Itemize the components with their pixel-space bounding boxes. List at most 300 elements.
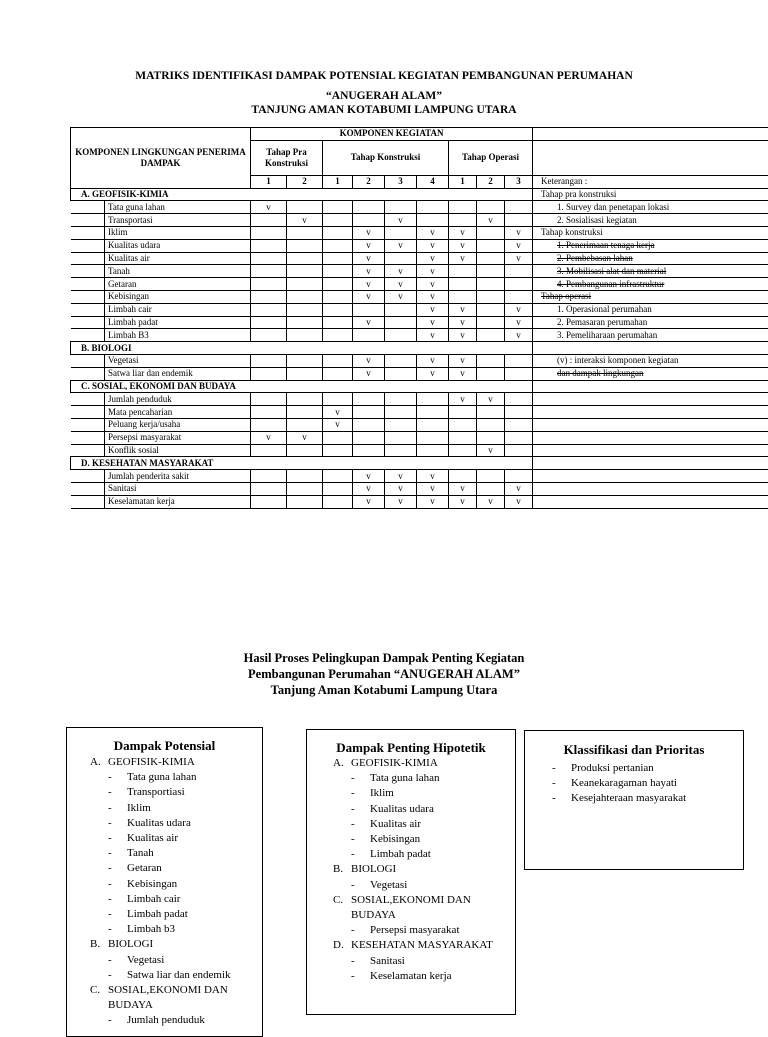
legend-line: Tahap pra konstruksi [533,188,768,201]
empty-cell [323,303,353,316]
empty-cell [353,329,385,342]
interaction-mark: v [449,329,477,342]
interaction-mark: v [417,265,449,278]
list-item-label: Keselamatan kerja [370,969,452,984]
section-title: GEOFISIK-KIMIA [351,756,438,771]
empty-cell [287,393,323,406]
empty-cell [449,278,477,291]
indent-cell [71,495,105,508]
indent-cell [71,201,105,214]
interaction-mark: v [477,495,505,508]
section-title: A. GEOFISIK-KIMIA [71,188,533,201]
bullet-dash: - [108,968,127,983]
list-item [333,771,515,786]
list-item-label: Kesejahteraan masyarakat [571,791,686,806]
interaction-mark: v [505,482,533,495]
box-content [307,756,515,984]
empty-cell [353,303,385,316]
bullet-dash: - [351,847,370,862]
column-number: 2 [477,175,505,188]
section-title: SOSIAL,EKONOMI DAN BUDAYA [108,983,262,1013]
list-item [90,1013,262,1028]
interaction-mark: v [323,418,353,431]
table-row [71,482,768,495]
component-label: Vegetasi [105,354,251,367]
legend-blank [533,128,768,141]
bullet-dash: - [108,861,127,876]
empty-cell [287,278,323,291]
bullet-dash: - [108,831,127,846]
empty-cell [505,431,533,444]
legend-line: 1. Survey dan penetapan lokasi [533,201,768,214]
component-label: Persepsi masyarakat [105,431,251,444]
list-item-label: Kualitas air [127,831,178,846]
section-row [71,380,768,393]
interaction-mark: v [353,470,385,483]
empty-cell [323,444,353,457]
empty-cell [251,278,287,291]
empty-cell [385,316,417,329]
bullet-dash: - [108,770,127,785]
box-section [90,937,262,952]
interaction-mark: v [353,252,385,265]
matrix-title-line3: TANJUNG AMAN KOTABUMI LAMPUNG UTARA [0,103,768,117]
interaction-mark: v [251,201,287,214]
empty-cell [287,495,323,508]
interaction-mark: v [417,252,449,265]
box-content [525,758,743,807]
empty-cell [287,367,323,380]
column-number: 1 [251,175,287,188]
table-row [71,418,768,431]
list-item [333,832,515,847]
section-title: C. SOSIAL, EKONOMI DAN BUDAYA [71,380,533,393]
empty-cell [251,444,287,457]
indent-cell [71,290,105,303]
bullet-dash: - [351,878,370,893]
interaction-mark: v [353,367,385,380]
empty-cell [251,470,287,483]
interaction-mark: v [417,329,449,342]
interaction-mark: v [417,290,449,303]
section-letter: B. [333,862,351,877]
table-row [71,367,768,380]
component-label: Kebisingan [105,290,251,303]
empty-cell [449,444,477,457]
empty-cell [251,482,287,495]
empty-cell [287,329,323,342]
empty-cell [477,265,505,278]
list-item [552,791,743,806]
component-label: Satwa liar dan endemik [105,367,251,380]
indent-cell [71,354,105,367]
empty-cell [449,265,477,278]
table-row [71,495,768,508]
empty-cell [353,214,385,227]
empty-cell [323,239,353,252]
empty-cell [477,406,505,419]
empty-cell [287,239,323,252]
interaction-mark: v [287,214,323,227]
empty-cell [385,444,417,457]
list-item [552,776,743,791]
section-title: BIOLOGI [351,862,396,877]
empty-cell [417,393,449,406]
column-number: 3 [385,175,417,188]
empty-cell [505,278,533,291]
interaction-mark: v [353,239,385,252]
interaction-mark: v [287,431,323,444]
table-row [71,226,768,239]
indent-cell [71,444,105,457]
table-row [71,393,768,406]
empty-cell [287,226,323,239]
bullet-dash: - [108,816,127,831]
legend-line [533,380,768,393]
empty-cell [323,316,353,329]
empty-cell [385,252,417,265]
list-item-label: Vegetasi [127,953,164,968]
list-item-label: Limbah padat [127,907,188,922]
empty-cell [505,418,533,431]
empty-cell [385,406,417,419]
legend-line [533,342,768,355]
empty-cell [385,201,417,214]
bullet-dash: - [108,801,127,816]
empty-cell [477,470,505,483]
component-label: Jumlah penduduk [105,393,251,406]
empty-cell [287,316,323,329]
empty-cell [251,406,287,419]
interaction-mark: v [353,316,385,329]
list-item-label: Persepsi masyarakat [370,923,460,938]
indent-cell [71,418,105,431]
component-label: Tata guna lahan [105,201,251,214]
interaction-mark: v [417,239,449,252]
table-row [71,316,768,329]
box-title: Dampak Penting Hipotetik [307,740,515,756]
interaction-mark: v [417,278,449,291]
bullet-dash: - [108,877,127,892]
list-item-label: Keanekaragaman hayati [571,776,677,791]
table-row [71,239,768,252]
interaction-mark: v [477,393,505,406]
interaction-mark: v [353,482,385,495]
interaction-mark: v [417,482,449,495]
legend-line: 3. Pemeliharaan perumahan [533,329,768,342]
indent-cell [71,303,105,316]
list-item [90,816,262,831]
interaction-mark: v [449,354,477,367]
bullet-dash: - [552,776,571,791]
box-section [90,983,262,1013]
interaction-mark: v [385,482,417,495]
empty-cell [287,290,323,303]
list-item [90,907,262,922]
list-item-label: Jumlah penduduk [127,1013,205,1028]
table-row [71,303,768,316]
interaction-mark: v [417,470,449,483]
list-item-label: Kualitas udara [127,816,191,831]
interaction-mark: v [385,278,417,291]
list-item [90,785,262,800]
section-row [71,342,768,355]
component-label: Limbah cair [105,303,251,316]
interaction-mark: v [353,278,385,291]
interaction-mark: v [505,329,533,342]
bullet-dash: - [552,761,571,776]
component-label: Keselamatan kerja [105,495,251,508]
list-item-label: Satwa liar dan endemik [127,968,231,983]
matrix-title-line2: “ANUGERAH ALAM” [0,89,768,103]
list-item-label: Tata guna lahan [370,771,439,786]
column-number: 4 [417,175,449,188]
box-section [333,893,515,923]
empty-cell [477,290,505,303]
empty-cell [287,482,323,495]
list-item [333,817,515,832]
empty-cell [251,226,287,239]
empty-cell [477,482,505,495]
summary-title-line2: Pembangunan Perumahan “ANUGERAH ALAM” [0,666,768,682]
empty-cell [287,201,323,214]
component-label: Sanitasi [105,482,251,495]
empty-cell [323,470,353,483]
indent-cell [71,214,105,227]
list-item [333,802,515,817]
interaction-mark: v [417,495,449,508]
empty-cell [287,354,323,367]
empty-cell [323,278,353,291]
list-item-label: Limbah padat [370,847,431,862]
list-item [90,968,262,983]
list-item [552,761,743,776]
list-item [90,831,262,846]
component-label: Mata pencaharian [105,406,251,419]
list-item-label: Vegetasi [370,878,407,893]
empty-cell [477,239,505,252]
tahap-pra-header: Tahap Pra Konstruksi [251,140,323,175]
empty-cell [323,367,353,380]
empty-cell [449,214,477,227]
indent-cell [71,226,105,239]
section-title: KESEHATAN MASYARAKAT [351,938,493,953]
empty-cell [449,470,477,483]
empty-cell [477,303,505,316]
indent-cell [71,329,105,342]
list-item-label: Kebisingan [127,877,177,892]
indent-cell [71,482,105,495]
empty-cell [417,201,449,214]
empty-cell [323,329,353,342]
interaction-mark: v [385,239,417,252]
box-section [333,938,515,953]
empty-cell [477,431,505,444]
interaction-mark: v [449,303,477,316]
component-label: Getaran [105,278,251,291]
bullet-dash: - [108,922,127,937]
empty-cell [251,316,287,329]
empty-cell [505,393,533,406]
interaction-mark: v [449,367,477,380]
table-row [71,214,768,227]
bullet-dash: - [108,846,127,861]
bullet-dash: - [351,786,370,801]
legend-line [533,431,768,444]
legend-line: 2. Sosialisasi kegiatan [533,214,768,227]
empty-cell [251,329,287,342]
empty-cell [505,354,533,367]
table-row [71,252,768,265]
legend-line [533,470,768,483]
empty-cell [251,303,287,316]
section-letter: A. [333,756,351,771]
empty-cell [385,431,417,444]
column-number: 2 [287,175,323,188]
list-item-label: Iklim [127,801,151,816]
table-row [71,290,768,303]
list-item [333,923,515,938]
interaction-mark: v [385,470,417,483]
dampak-potensial-box [66,727,263,1037]
empty-cell [477,201,505,214]
empty-cell [251,252,287,265]
empty-cell [353,418,385,431]
list-item-label: Iklim [370,786,394,801]
empty-cell [323,431,353,444]
empty-cell [287,265,323,278]
impact-matrix-table [70,127,768,509]
legend-line: 3. Mobilisasi alat dan material [533,265,768,278]
empty-cell [505,444,533,457]
bullet-dash: - [108,1013,127,1028]
list-item [90,801,262,816]
tahap-operasi-header: Tahap Operasi [449,140,533,175]
matrix-title-line1: MATRIKS IDENTIFIKASI DAMPAK POTENSIAL KEGIATAN PEMBANGUNAN PERUMAHAN [0,69,768,83]
empty-cell [417,431,449,444]
component-label: Kualitas air [105,252,251,265]
list-item [333,969,515,984]
bullet-dash: - [351,923,370,938]
interaction-mark: v [505,316,533,329]
list-item-label: Kebisingan [370,832,420,847]
bullet-dash: - [108,785,127,800]
legend-line [533,495,768,508]
empty-cell [323,290,353,303]
interaction-mark: v [417,316,449,329]
component-label: Kualitas udara [105,239,251,252]
list-item [333,878,515,893]
bullet-dash: - [351,771,370,786]
interaction-mark: v [449,226,477,239]
interaction-mark: v [353,290,385,303]
empty-cell [287,406,323,419]
komponen-kegiatan-header: KOMPONEN KEGIATAN [251,128,533,141]
empty-cell [505,367,533,380]
bullet-dash: - [108,907,127,922]
interaction-mark: v [477,444,505,457]
interaction-mark: v [505,252,533,265]
empty-cell [385,367,417,380]
section-letter: A. [90,755,108,770]
table-row [71,278,768,291]
interaction-mark: v [417,226,449,239]
empty-cell [385,354,417,367]
list-item [90,892,262,907]
summary-title-line1: Hasil Proses Pelingkupan Dampak Penting Kegiatan [0,650,768,666]
component-label: Transportasi [105,214,251,227]
empty-cell [449,431,477,444]
section-letter: D. [333,938,351,953]
table-row [71,329,768,342]
indent-cell [71,393,105,406]
list-item-label: Limbah cair [127,892,180,907]
empty-cell [385,418,417,431]
empty-cell [505,290,533,303]
indent-cell [71,470,105,483]
empty-cell [385,226,417,239]
bullet-dash: - [351,969,370,984]
component-label: Limbah padat [105,316,251,329]
komponen-lingkungan-header: KOMPONEN LINGKUNGAN PENERIMA DAMPAK [71,128,251,189]
component-label: Jumlah penderita sakit [105,470,251,483]
legend-line [533,457,768,470]
legend-line: 2. Pembebasan lahan [533,252,768,265]
empty-cell [353,406,385,419]
empty-cell [477,226,505,239]
table-row [71,201,768,214]
empty-cell [323,201,353,214]
empty-cell [449,201,477,214]
empty-cell [505,470,533,483]
list-item [333,786,515,801]
list-item-label: Tanah [127,846,154,861]
empty-cell [323,226,353,239]
bullet-dash: - [351,954,370,969]
interaction-mark: v [449,393,477,406]
empty-cell [251,239,287,252]
empty-cell [353,393,385,406]
box-title: Klassifikasi dan Prioritas [525,742,743,758]
interaction-mark: v [477,214,505,227]
interaction-mark: v [417,303,449,316]
list-item [333,954,515,969]
legend-line [533,418,768,431]
section-title: D. KESEHATAN MASYARAKAT [71,457,533,470]
column-number: 1 [449,175,477,188]
legend-line: 4. Pembangunan infrastruktur [533,278,768,291]
list-item [90,861,262,876]
empty-cell [353,201,385,214]
list-item [90,770,262,785]
legend-line: 2. Pemasaran perumahan [533,316,768,329]
legend-line: dan dampak lingkungan [533,367,768,380]
empty-cell [251,354,287,367]
interaction-mark: v [353,354,385,367]
empty-cell [385,303,417,316]
bullet-dash: - [351,832,370,847]
box-section [333,756,515,771]
empty-cell [287,252,323,265]
bullet-dash: - [351,817,370,832]
empty-cell [251,290,287,303]
legend-line: Tahap operasi [533,290,768,303]
indent-cell [71,265,105,278]
list-item-label: Getaran [127,861,162,876]
empty-cell [353,444,385,457]
component-label: Konflik sosial [105,444,251,457]
indent-cell [71,316,105,329]
